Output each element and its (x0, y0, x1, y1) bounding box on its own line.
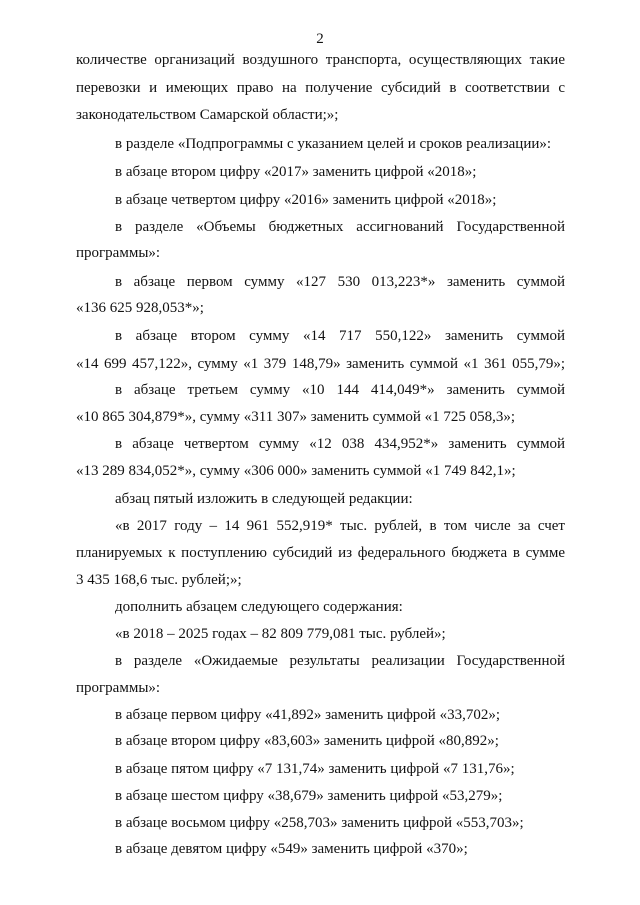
text-line: в абзаце втором цифру «83,603» заменить цифрой «80,892»; (115, 733, 499, 749)
text-line: в разделе «Ожидаемые результаты реализации Государственной (115, 653, 565, 669)
text-line: законодательством Самарской области;»; (76, 107, 339, 123)
text-line: в абзаце третьем сумму «10 144 414,049*» заменить суммой (115, 382, 565, 398)
text-line: абзац пятый изложить в следующей редакции: (115, 491, 413, 507)
text-line: дополнить абзацем следующего содержания: (115, 599, 403, 615)
text-line: в абзаце шестом цифру «38,679» заменить цифрой «53,279»; (115, 788, 503, 804)
text-line: «13 289 834,052*», сумму «306 000» заменить суммой «1 749 842,1»; (76, 463, 516, 479)
page-number: 2 (316, 31, 324, 47)
text-line: в разделе «Объемы бюджетных ассигнований Государственной (115, 219, 565, 235)
text-line: в абзаце девятом цифру «549» заменить цифрой «370»; (115, 841, 468, 857)
text-line: количестве организаций воздушного транспорта, осуществляющих такие (76, 52, 565, 68)
text-line: в разделе «Подпрограммы с указанием целей и сроков реализации»: (115, 136, 552, 152)
text-line: перевозки и имеющих право на получение субсидий в соответствии с (76, 80, 565, 96)
text-line: в абзаце пятом цифру «7 131,74» заменить цифрой «7 131,76»; (115, 761, 515, 777)
text-line: в абзаце четвертом сумму «12 038 434,952*» заменить суммой (115, 436, 565, 452)
text-line: в абзаце втором сумму «14 717 550,122» заменить суммой (115, 328, 565, 344)
text-line: «в 2018 – 2025 годах – 82 809 779,081 тыс. рублей»; (115, 626, 446, 642)
text-line: в абзаце четвертом цифру «2016» заменить цифрой «2018»; (115, 192, 497, 208)
text-line: «10 865 304,879*», сумму «311 307» заменить суммой «1 725 058,3»; (76, 409, 516, 425)
text-line: «в 2017 году – 14 961 552,919* тыс. рублей, в том числе за счет (115, 518, 565, 534)
text-line: «14 699 457,122», сумму «1 379 148,79» заменить суммой «1 361 055,79»; (76, 356, 565, 372)
text-line: в абзаце восьмом цифру «258,703» заменить цифрой «553,703»; (115, 815, 524, 831)
text-line: планируемых к поступлению субсидий из федерального бюджета в сумме (76, 545, 565, 561)
text-line: программы»: (76, 680, 161, 696)
text-line: в абзаце первом сумму «127 530 013,223*» заменить суммой (115, 274, 565, 290)
text-line: в абзаце втором цифру «2017» заменить цифрой «2018»; (115, 164, 477, 180)
text-line: 3 435 168,6 тыс. рублей;»; (76, 572, 242, 588)
text-line: «136 625 928,053*»; (76, 300, 204, 316)
text-line: программы»: (76, 245, 161, 261)
text-line: в абзаце первом цифру «41,892» заменить цифрой «33,702»; (115, 707, 500, 723)
